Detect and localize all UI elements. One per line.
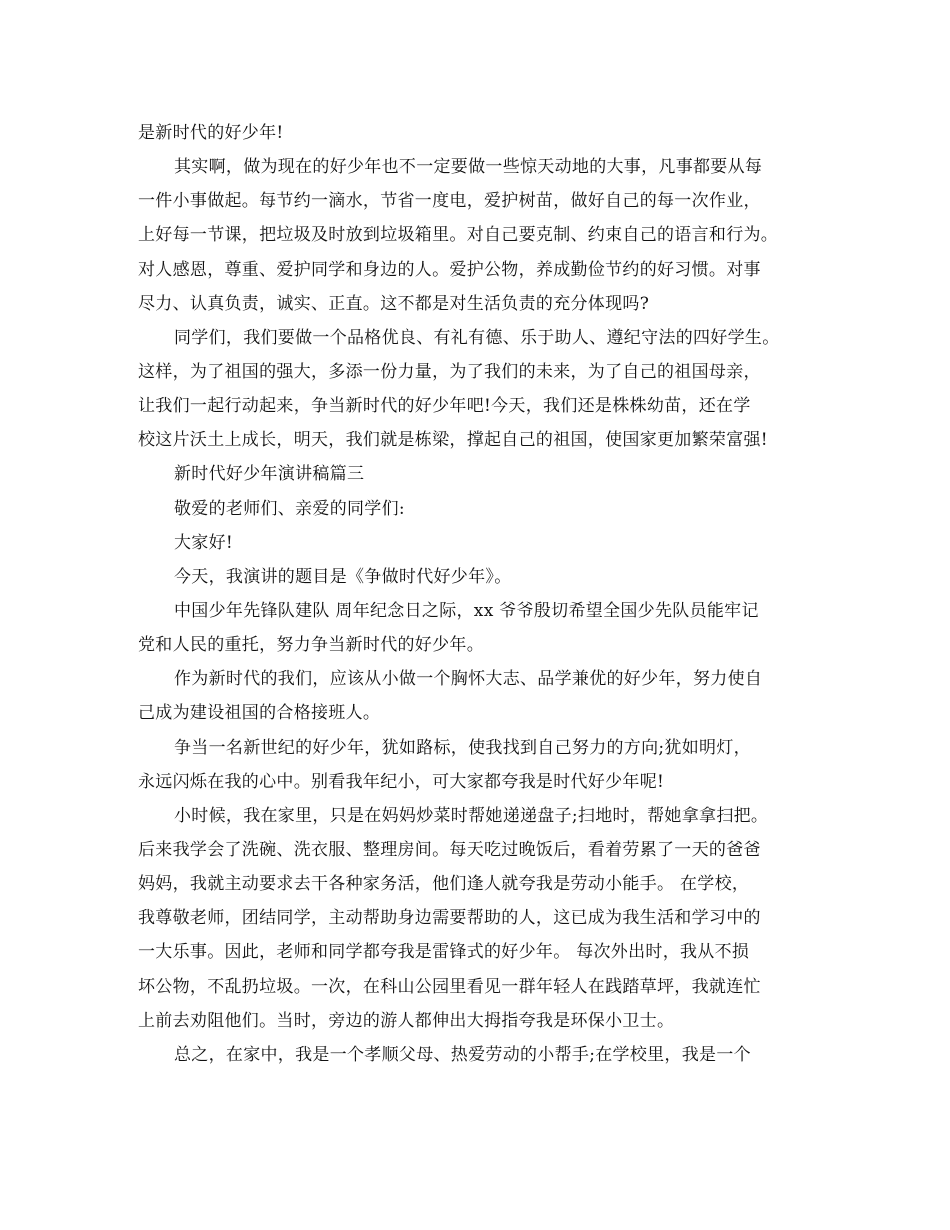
text-line: 妈妈，我就主动要求去干各种家务活，他们逢人就夸我是劳动小能手。 在学校， xyxy=(138,874,750,895)
text-line: 中国少年先锋队建队 周年纪念日之际，xx 爷爷殷切希望全国少先队员能牢记 xyxy=(174,600,759,621)
text-line: 上好每一节课，把垃圾及时放到垃圾箱里。对自己要克制、约束自己的语言和行为。 xyxy=(138,225,779,246)
text-line: 党和人民的重托，努力争当新时代的好少年。 xyxy=(138,635,484,656)
document-body xyxy=(138,116,828,1072)
text-line: 上前去劝阻他们。当时，旁边的游人都伸出大拇指夸我是环保小卫士。 xyxy=(138,1010,675,1031)
text-line: 一大乐事。因此，老师和同学都夸我是雷锋式的好少年。 每次外出时，我从不损 xyxy=(138,942,750,963)
text-line: 敬爱的老师们、亲爱的同学们: xyxy=(174,498,405,519)
text-line: 永远闪烁在我的心中。别看我年纪小，可大家都夸我是时代好少年呢! xyxy=(138,771,665,792)
text-line: 争当一名新世纪的好少年，犹如路标，使我找到自己努力的方向;犹如明灯， xyxy=(174,737,751,758)
text-line: 作为新时代的我们，应该从小做一个胸怀大志、品学兼优的好少年，努力使自 xyxy=(174,669,763,690)
text-line: 后来我学会了洗碗、洗衣服、整理房间。每天吃过晚饭后，看着劳累了一天的爸爸 xyxy=(138,839,761,860)
text-line: 新时代好少年演讲稿篇三 xyxy=(174,464,365,485)
text-line: 同学们，我们要做一个品格优良、有礼有德、乐于助人、遵纪守法的四好学生。 xyxy=(174,327,780,348)
text-line: 总之，在家中，我是一个孝顺父母、热爱劳动的小帮手;在学校里，我是一个 xyxy=(174,1044,751,1065)
text-line: 大家好! xyxy=(174,532,234,553)
text-line: 对人感恩，尊重、爱护同学和身边的人。爱护公物，养成勤俭节约的好习惯。对事 xyxy=(138,259,761,280)
text-line: 其实啊，做为现在的好少年也不一定要做一些惊天动地的大事，凡事都要从每 xyxy=(174,157,763,178)
text-line: 今天，我演讲的题目是《争做时代好少年》。 xyxy=(174,566,512,587)
text-line: 小时候，我在家里，只是在妈妈炒菜时帮她递递盘子;扫地时，帮她拿拿扫把。 xyxy=(174,805,769,826)
text-line: 一件小事做起。每节约一滴水，节省一度电，爱护树苗，做好自己的每一次作业， xyxy=(138,191,761,212)
text-line: 尽力、认真负责，诚实、正直。这不都是对生活负责的充分体现吗? xyxy=(138,293,650,314)
text-line: 己成为建设祖国的合格接班人。 xyxy=(138,703,381,724)
text-line: 校这片沃土上成长，明天，我们就是栋梁，撑起自己的祖国，使国家更加繁荣富强! xyxy=(138,430,768,451)
text-line: 我尊敬老师，团结同学，主动帮助身边需要帮助的人，这已成为我生活和学习中的 xyxy=(138,908,761,929)
text-line: 坏公物，不乱扔垃圾。一次，在科山公园里看见一群年轻人在践踏草坪，我就连忙 xyxy=(138,976,761,997)
text-line: 这样，为了祖国的强大，多添一份力量，为了我们的未来，为了自己的祖国母亲， xyxy=(138,361,761,382)
text-line: 让我们一起行动起来，争当新时代的好少年吧!今天，我们还是株株幼苗，还在学 xyxy=(138,396,751,417)
text-line: 是新时代的好少年! xyxy=(138,123,284,143)
